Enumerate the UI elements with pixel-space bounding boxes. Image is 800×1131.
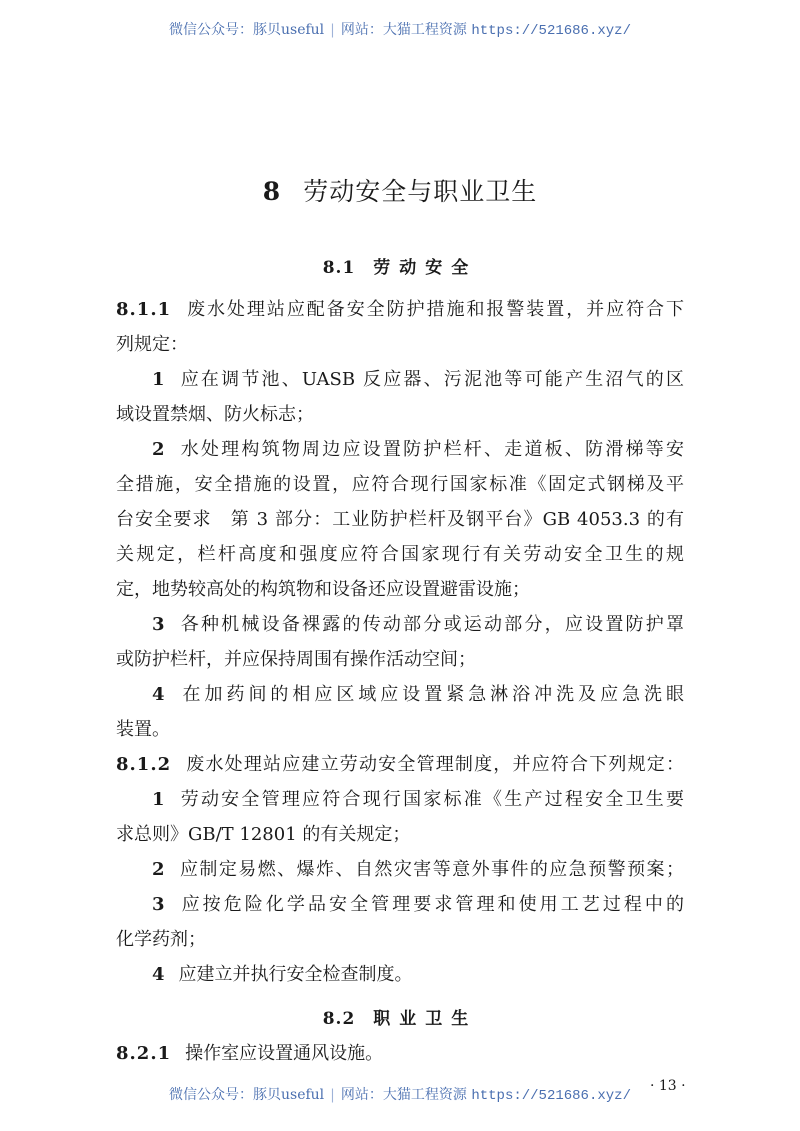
watermark-bottom bbox=[0, 1084, 800, 1104]
chapter-title-text: 劳动安全与职业卫生 bbox=[303, 177, 538, 206]
text-line: 应在调节池、UASB 反应器、污泥池等可能产生沼气的区 bbox=[178, 369, 684, 390]
clause-number: 8.1.1 bbox=[116, 299, 172, 320]
text-line: 劳动安全管理应符合现行国家标准《生产过程安全卫生要 bbox=[178, 789, 684, 810]
item-number: 2 bbox=[152, 439, 165, 460]
text-line: 全措施，安全措施的设置，应符合现行国家标准《固定式钢梯及平 bbox=[116, 474, 684, 495]
chapter-number: 8 bbox=[262, 177, 282, 206]
watermark-top bbox=[0, 19, 800, 39]
text-line: 化学药剂； bbox=[116, 929, 206, 950]
section-number: 8.2 bbox=[322, 1009, 356, 1029]
item-3 bbox=[116, 607, 684, 642]
text-line: 装置。 bbox=[116, 719, 170, 740]
text-line: 在加药间的相应区域应设置紧急淋浴冲洗及应急洗眼 bbox=[178, 684, 684, 705]
document-body bbox=[116, 292, 684, 992]
watermark-url[interactable]: https://521686.xyz/ bbox=[471, 23, 631, 39]
clause-number: 8.2.1 bbox=[116, 1043, 172, 1064]
watermark-url[interactable]: https://521686.xyz/ bbox=[471, 1088, 631, 1104]
watermark-separator: | bbox=[330, 1087, 335, 1103]
section-title: 职业卫生 bbox=[373, 1009, 478, 1029]
item-4 bbox=[116, 957, 684, 992]
text-line: 域设置禁烟、防火标志； bbox=[116, 404, 314, 425]
section-number: 8.1 bbox=[322, 258, 356, 278]
text-line: 水处理构筑物周边应设置防护栏杆、走道板、防滑梯等安 bbox=[178, 439, 684, 460]
document-body-8-2 bbox=[116, 1036, 684, 1071]
item-number: 4 bbox=[152, 964, 165, 985]
text-line: 操作室应设置通风设施。 bbox=[185, 1043, 384, 1064]
chapter-title bbox=[0, 172, 800, 208]
text-line: 关规定，栏杆高度和强度应符合国家现行有关劳动安全卫生的规 bbox=[116, 544, 684, 565]
watermark-separator: | bbox=[330, 22, 335, 38]
clause-number: 8.1.2 bbox=[116, 754, 172, 775]
item-2 bbox=[116, 852, 684, 887]
item-1 bbox=[116, 362, 684, 397]
item-4 bbox=[116, 677, 684, 712]
clause-8-1-2 bbox=[116, 747, 684, 782]
text-line: 废水处理站应建立劳动安全管理制度，并应符合下列规定： bbox=[185, 754, 684, 775]
text-line: 应建立并执行安全检查制度。 bbox=[178, 964, 413, 985]
clause-8-2-1 bbox=[116, 1036, 684, 1071]
text-line: 各种机械设备裸露的传动部分或运动部分，应设置防护罩 bbox=[178, 614, 684, 635]
item-1 bbox=[116, 782, 684, 817]
section-heading-8-1 bbox=[0, 253, 800, 278]
section-title: 劳动安全 bbox=[373, 258, 478, 278]
item-number: 4 bbox=[152, 684, 165, 705]
item-3 bbox=[116, 887, 684, 922]
text-line: 定，地势较高处的构筑物和设备还应设置避雷设施； bbox=[116, 579, 530, 600]
watermark-site: 网站：大猫工程资源 bbox=[340, 22, 467, 38]
item-number: 1 bbox=[152, 789, 165, 810]
text-line: 废水处理站应配备安全防护措施和报警装置，并应符合下 bbox=[185, 299, 684, 320]
section-heading-8-2 bbox=[0, 1004, 800, 1029]
item-2 bbox=[116, 432, 684, 467]
text-line: 或防护栏杆，并应保持周围有操作活动空间； bbox=[116, 649, 476, 670]
text-line: 应制定易燃、爆炸、自然灾害等意外事件的应急预警预案； bbox=[178, 859, 684, 880]
watermark-wechat: 微信公众号：豚贝useful bbox=[169, 22, 325, 38]
text-line: 求总则》GB/T 12801 的有关规定； bbox=[116, 824, 411, 845]
watermark-site: 网站：大猫工程资源 bbox=[340, 1087, 467, 1103]
item-number: 3 bbox=[152, 614, 165, 635]
text-line: 列规定： bbox=[116, 334, 188, 355]
text-line: 台安全要求 第 3 部分：工业防护栏杆及钢平台》GB 4053.3 的有 bbox=[116, 509, 684, 530]
item-number: 2 bbox=[152, 859, 165, 880]
item-number: 3 bbox=[152, 894, 165, 915]
text-line: 应按危险化学品安全管理要求管理和使用工艺过程中的 bbox=[178, 894, 684, 915]
item-number: 1 bbox=[152, 369, 165, 390]
watermark-wechat: 微信公众号：豚贝useful bbox=[169, 1087, 325, 1103]
page-number: · 13 · bbox=[650, 1078, 686, 1094]
clause-8-1-1 bbox=[116, 292, 684, 327]
